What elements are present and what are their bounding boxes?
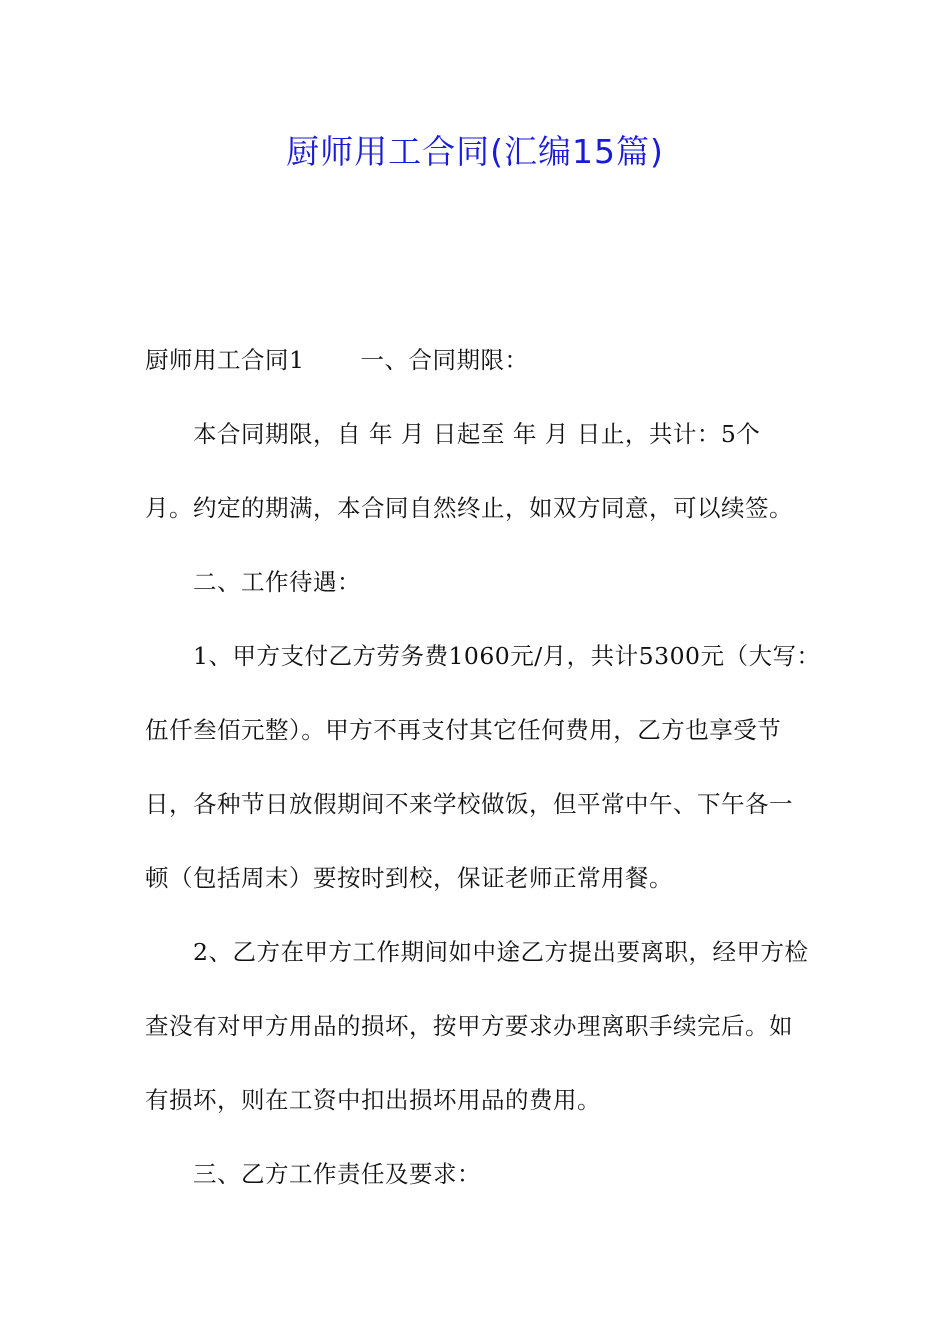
paragraph-line: 2、乙方在甲方工作期间如中途乙方提出要离职，经甲方检 <box>193 938 809 966</box>
paragraph-line: 顿（包括周末）要按时到校，保证老师正常用餐。 <box>145 864 673 892</box>
document-body <box>145 323 821 1211</box>
paragraph-line <box>145 323 810 397</box>
paragraph-line: 月。约定的期满，本合同自然终止，如双方同意，可以续签。 <box>145 494 793 522</box>
paragraph-line: 查没有对甲方用品的损坏，按甲方要求办理离职手续完后。如 <box>145 1012 793 1040</box>
clause-heading: 一、合同期限： <box>360 346 529 374</box>
clause-heading: 二、工作待遇： <box>193 568 361 596</box>
section-heading: 厨师用工合同1 <box>145 346 305 374</box>
clause-heading: 三、乙方工作责任及要求： <box>193 1160 481 1188</box>
paragraph-line: 本合同期限，自 年 月 日起至 年 月 日止，共计：5个 <box>193 420 761 448</box>
paragraph-line: 1、甲方支付乙方劳务费1060元/月，共计5300元（大写： <box>193 642 821 670</box>
document-title: 厨师用工合同(汇编15篇) <box>286 132 664 171</box>
paragraph-line: 有损坏，则在工资中扣出损坏用品的费用。 <box>145 1086 601 1114</box>
paragraph-line: 日，各种节日放假期间不来学校做饭，但平常中午、下午各一 <box>145 790 793 818</box>
paragraph-line: 伍仟叁佰元整）。甲方不再支付其它任何费用，乙方也享受节 <box>145 716 782 744</box>
